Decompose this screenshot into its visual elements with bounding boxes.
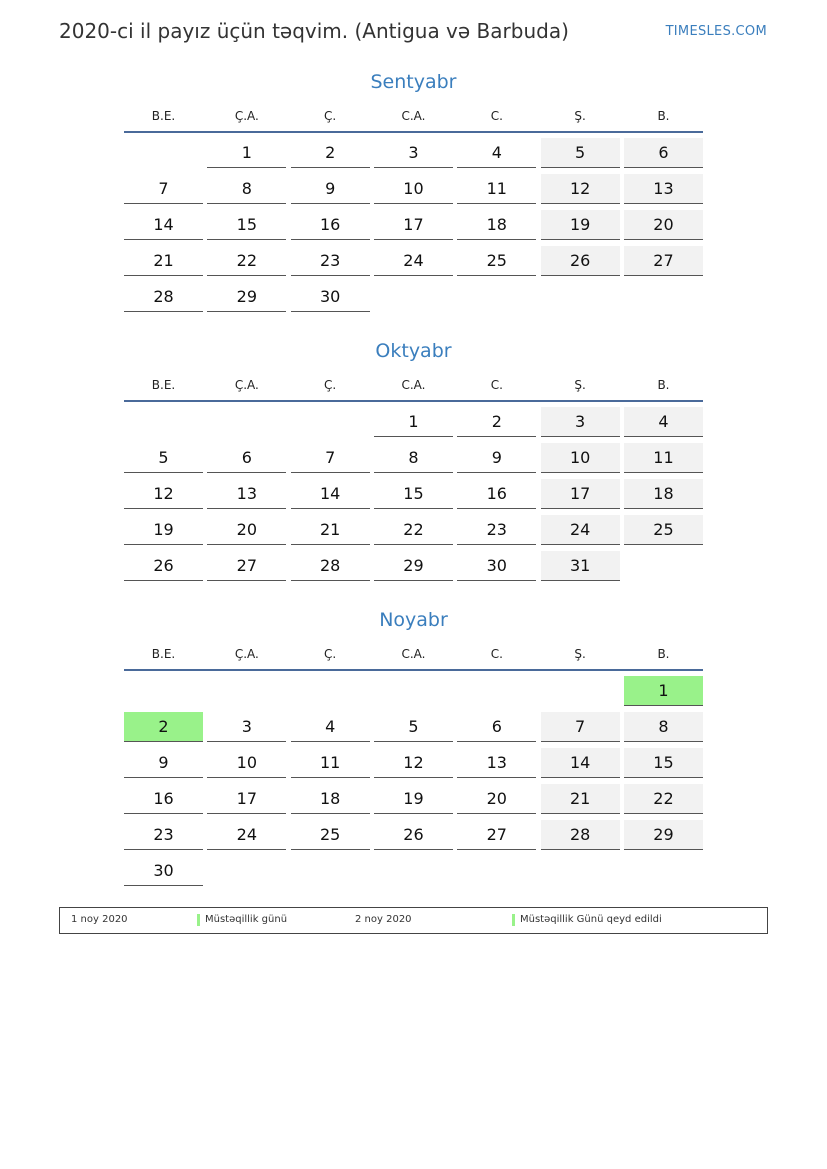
empty-cell — [124, 676, 203, 706]
holiday-color-marker — [197, 914, 200, 926]
day-cell: 22 — [207, 246, 286, 276]
day-cell: 8 — [374, 443, 453, 473]
empty-cell — [457, 856, 536, 886]
empty-cell — [207, 856, 286, 886]
day-cell: 5 — [124, 443, 203, 473]
weekday-label: B. — [657, 109, 670, 123]
week-row — [124, 515, 703, 551]
day-cell: 20 — [457, 784, 536, 814]
day-cell: 23 — [457, 515, 536, 545]
day-cell: 6 — [624, 138, 703, 168]
week-row — [124, 407, 703, 443]
day-cell: 1 — [207, 138, 286, 168]
month-block — [124, 68, 703, 318]
empty-cell — [541, 676, 620, 706]
day-cell: 13 — [207, 479, 286, 509]
day-cell: 27 — [457, 820, 536, 850]
empty-cell — [541, 282, 620, 312]
day-cell: 20 — [207, 515, 286, 545]
day-cell: 17 — [374, 210, 453, 240]
day-cell: 26 — [541, 246, 620, 276]
day-cell: 22 — [624, 784, 703, 814]
week-row — [124, 443, 703, 479]
day-cell: 22 — [374, 515, 453, 545]
day-cell: 14 — [541, 748, 620, 778]
month-block — [124, 606, 703, 892]
day-cell: 5 — [374, 712, 453, 742]
weekday-label: Ş. — [574, 109, 586, 123]
day-cell: 27 — [624, 246, 703, 276]
day-cell: 25 — [291, 820, 370, 850]
day-grid — [124, 407, 703, 587]
page-title: 2020-ci il payız üçün təqvim. (Antigua və Barbuda) — [59, 19, 569, 43]
day-grid — [124, 138, 703, 318]
month-name: Oktyabr — [375, 340, 452, 362]
day-cell: 26 — [374, 820, 453, 850]
day-cell: 21 — [541, 784, 620, 814]
day-cell: 15 — [207, 210, 286, 240]
day-cell: 26 — [124, 551, 203, 581]
weekday-header — [124, 106, 703, 133]
day-cell: 7 — [541, 712, 620, 742]
day-cell: 1 — [624, 676, 703, 706]
day-cell: 8 — [207, 174, 286, 204]
day-cell: 10 — [207, 748, 286, 778]
day-cell: 23 — [124, 820, 203, 850]
empty-cell — [374, 282, 453, 312]
day-cell: 2 — [124, 712, 203, 742]
brand-link[interactable]: TIMESLES.COM — [665, 24, 767, 39]
empty-cell — [291, 407, 370, 437]
day-cell: 7 — [124, 174, 203, 204]
week-row — [124, 676, 703, 712]
day-cell: 19 — [124, 515, 203, 545]
week-row — [124, 748, 703, 784]
weekday-label: C.A. — [401, 647, 426, 661]
day-cell: 10 — [541, 443, 620, 473]
weekday-header — [124, 644, 703, 671]
weekday-label: C. — [490, 109, 503, 123]
weekday-label: Ç. — [324, 109, 337, 123]
day-cell: 15 — [374, 479, 453, 509]
day-cell: 25 — [624, 515, 703, 545]
week-row — [124, 174, 703, 210]
holiday-color-marker — [512, 914, 515, 926]
day-cell: 29 — [374, 551, 453, 581]
day-cell: 13 — [624, 174, 703, 204]
month-block — [124, 337, 703, 587]
day-cell: 5 — [541, 138, 620, 168]
weekday-label: C.A. — [401, 109, 426, 123]
day-cell: 9 — [124, 748, 203, 778]
day-cell: 17 — [541, 479, 620, 509]
day-cell: 12 — [374, 748, 453, 778]
day-grid — [124, 676, 703, 892]
week-row — [124, 856, 703, 892]
empty-cell — [374, 676, 453, 706]
legend-date: 1 noy 2020 — [71, 914, 128, 925]
day-cell: 12 — [124, 479, 203, 509]
empty-cell — [624, 551, 703, 581]
day-cell: 2 — [457, 407, 536, 437]
day-cell: 4 — [291, 712, 370, 742]
legend-date: 2 noy 2020 — [355, 914, 412, 925]
day-cell: 30 — [457, 551, 536, 581]
day-cell: 28 — [541, 820, 620, 850]
empty-cell — [541, 856, 620, 886]
weekday-label: B.E. — [151, 378, 176, 392]
day-cell: 19 — [541, 210, 620, 240]
day-cell: 24 — [374, 246, 453, 276]
day-cell: 6 — [207, 443, 286, 473]
day-cell: 28 — [291, 551, 370, 581]
week-row — [124, 210, 703, 246]
empty-cell — [124, 407, 203, 437]
day-cell: 19 — [374, 784, 453, 814]
day-cell: 31 — [541, 551, 620, 581]
day-cell: 11 — [291, 748, 370, 778]
day-cell: 16 — [291, 210, 370, 240]
week-row — [124, 282, 703, 318]
weekday-label: Ç.A. — [234, 109, 259, 123]
day-cell: 11 — [624, 443, 703, 473]
month-name: Sentyabr — [370, 71, 457, 93]
weekday-label: C. — [490, 647, 503, 661]
day-cell: 2 — [291, 138, 370, 168]
holiday-legend — [59, 907, 768, 934]
weekday-label: B.E. — [151, 109, 176, 123]
week-row — [124, 138, 703, 174]
day-cell: 27 — [207, 551, 286, 581]
empty-cell — [291, 856, 370, 886]
empty-cell — [457, 676, 536, 706]
day-cell: 9 — [291, 174, 370, 204]
day-cell: 11 — [457, 174, 536, 204]
weekday-label: Ş. — [574, 378, 586, 392]
day-cell: 21 — [291, 515, 370, 545]
empty-cell — [457, 282, 536, 312]
day-cell: 28 — [124, 282, 203, 312]
week-row — [124, 784, 703, 820]
weekday-label: B.E. — [151, 647, 176, 661]
day-cell: 3 — [374, 138, 453, 168]
day-cell: 16 — [124, 784, 203, 814]
day-cell: 29 — [624, 820, 703, 850]
day-cell: 18 — [291, 784, 370, 814]
empty-cell — [124, 138, 203, 168]
weekday-label: C. — [490, 378, 503, 392]
day-cell: 8 — [624, 712, 703, 742]
day-cell: 29 — [207, 282, 286, 312]
day-cell: 9 — [457, 443, 536, 473]
empty-cell — [291, 676, 370, 706]
day-cell: 4 — [457, 138, 536, 168]
day-cell: 18 — [624, 479, 703, 509]
day-cell: 20 — [624, 210, 703, 240]
week-row — [124, 479, 703, 515]
weekday-label: Ç.A. — [234, 378, 259, 392]
day-cell: 12 — [541, 174, 620, 204]
week-row — [124, 551, 703, 587]
day-cell: 24 — [541, 515, 620, 545]
weekday-header — [124, 375, 703, 402]
empty-cell — [624, 856, 703, 886]
day-cell: 30 — [291, 282, 370, 312]
day-cell: 4 — [624, 407, 703, 437]
day-cell: 3 — [207, 712, 286, 742]
weekday-label: Ş. — [574, 647, 586, 661]
day-cell: 14 — [124, 210, 203, 240]
day-cell: 3 — [541, 407, 620, 437]
week-row — [124, 820, 703, 856]
day-cell: 30 — [124, 856, 203, 886]
weekday-label: Ç.A. — [234, 647, 259, 661]
day-cell: 14 — [291, 479, 370, 509]
day-cell: 13 — [457, 748, 536, 778]
day-cell: 24 — [207, 820, 286, 850]
weekday-label: B. — [657, 378, 670, 392]
empty-cell — [207, 676, 286, 706]
empty-cell — [374, 856, 453, 886]
day-cell: 10 — [374, 174, 453, 204]
empty-cell — [624, 282, 703, 312]
month-name: Noyabr — [379, 609, 448, 631]
week-row — [124, 246, 703, 282]
weekday-label: Ç. — [324, 647, 337, 661]
day-cell: 16 — [457, 479, 536, 509]
legend-holiday-name: Müstəqillik günü — [205, 914, 288, 925]
legend-holiday-name: Müstəqillik Günü qeyd edildi — [520, 914, 662, 925]
weekday-label: B. — [657, 647, 670, 661]
day-cell: 17 — [207, 784, 286, 814]
week-row — [124, 712, 703, 748]
day-cell: 1 — [374, 407, 453, 437]
day-cell: 21 — [124, 246, 203, 276]
empty-cell — [207, 407, 286, 437]
day-cell: 7 — [291, 443, 370, 473]
day-cell: 6 — [457, 712, 536, 742]
day-cell: 15 — [624, 748, 703, 778]
day-cell: 18 — [457, 210, 536, 240]
day-cell: 23 — [291, 246, 370, 276]
day-cell: 25 — [457, 246, 536, 276]
weekday-label: C.A. — [401, 378, 426, 392]
weekday-label: Ç. — [324, 378, 337, 392]
